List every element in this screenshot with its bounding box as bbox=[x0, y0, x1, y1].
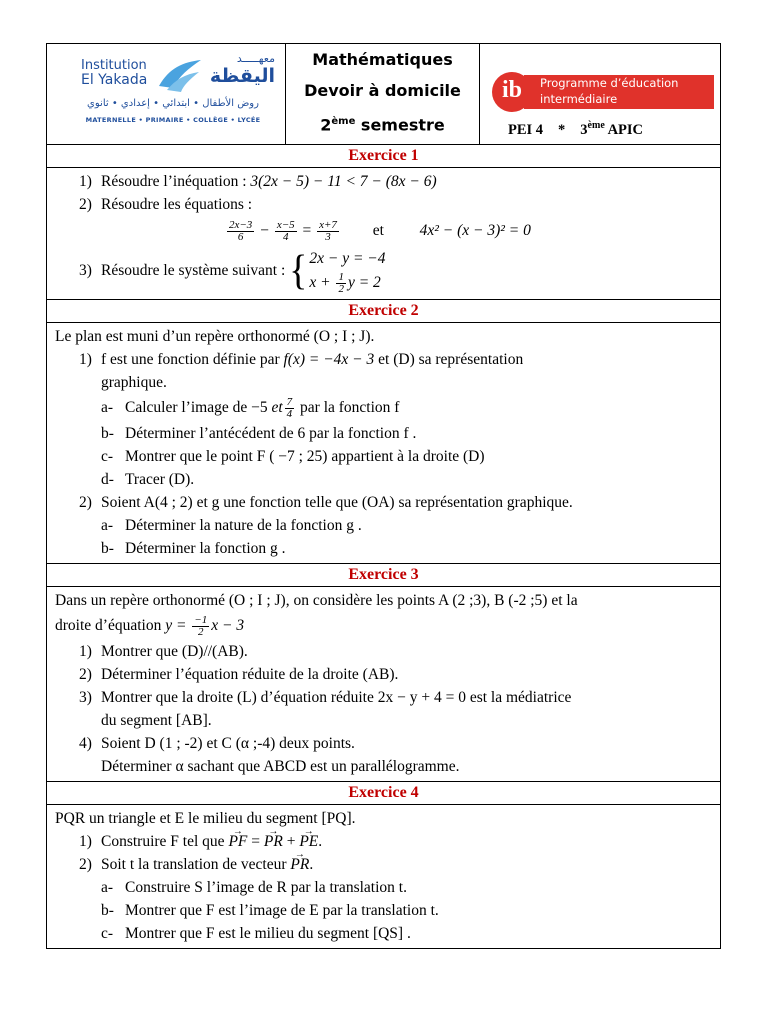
exercise-2-body bbox=[47, 323, 720, 564]
school-logo bbox=[47, 44, 286, 144]
homework-sheet bbox=[46, 43, 721, 949]
ex3-question-2: 2) Déterminer l’équation réduite de la droite (AB). bbox=[79, 666, 399, 683]
ex2-question-1d: d- Tracer (D). bbox=[101, 471, 195, 488]
ex3-question-3: 3) Montrer que la droite (L) d’équation réduite 2x − y + 4 = 0 est la médiatrice bbox=[79, 689, 572, 706]
ex2-question-2b: b- Déterminer la fonction g . bbox=[101, 540, 286, 557]
ib-program-line2: intermédiaire bbox=[540, 92, 618, 106]
ex2-question-1c: c- Montrer que le point F ( −7 ; 25) appartient à la droite (D) bbox=[101, 448, 485, 465]
title-type: Devoir à domicile bbox=[304, 81, 461, 100]
ex2-intro: Le plan est muni d’un repère orthonormé (O ; I ; J). bbox=[55, 328, 375, 345]
ex2-question-1: 1) f est une fonction définie par f(x) = −4x − 3 et (D) sa représentation bbox=[79, 351, 524, 368]
ex4-question-2: 2) Soit t la translation de vecteur → PR. bbox=[55, 853, 712, 876]
bird-logo-icon bbox=[155, 56, 205, 94]
title-subject: Mathématiques bbox=[312, 50, 453, 69]
ex4-question-2b: b- Montrer que F est l’image de E par la translation t. bbox=[101, 902, 439, 919]
ib-logo-icon: ib bbox=[492, 72, 532, 112]
exercise-2-title: Exercice 2 bbox=[47, 300, 720, 323]
school-name-line2: El Yakada bbox=[81, 72, 148, 88]
ex2-question-1a: a- Calculer l’image de −5 et $\frac{7}{4}$ par la fonction f bbox=[101, 395, 400, 420]
ex1-equations: $\frac{2x-3}{6}$ − $\frac{x-5}{4}$ = $\frac{x+7}{3}$ et 4x² − (x − 3)² = 0 bbox=[229, 218, 531, 243]
ex4-question-1: 1) Construire F tel que → PF = → PR + → PE. bbox=[55, 830, 712, 853]
exercise-3-body bbox=[47, 587, 720, 782]
header bbox=[47, 44, 720, 145]
ex3-question-3-cont: du segment [AB]. bbox=[101, 712, 212, 729]
school-levels-arabic: روض الأطفال • ابتدائي • إعدادي • ثانوي bbox=[87, 98, 259, 109]
ex1-question-3: 3) Résoudre le système suivant : { 2x − y = −4 x + $\frac{1}{2}$ y = 2 bbox=[79, 248, 386, 296]
ex2-question-1b: b- Déterminer l’antécédent de 6 par la fonction f . bbox=[101, 425, 417, 442]
school-arabic-line2: اليقظة bbox=[209, 65, 275, 87]
ex2-question-1-cont: graphique. bbox=[101, 374, 167, 391]
ex4-question-2a: a- Construire S l’image de R par la translation t. bbox=[101, 879, 407, 896]
ex2-question-2: 2) Soient A(4 ; 2) et g une fonction telle que (OA) sa représentation graphique. bbox=[79, 494, 573, 511]
ib-program-line1: Programme d’éducation bbox=[540, 76, 679, 90]
ex1-question-1: 1) Résoudre l’inéquation : 3(2x − 5) − 11 < 7 − (8x − 6) bbox=[79, 173, 437, 190]
school-name-latin bbox=[81, 58, 147, 88]
ex1-question-2: 2) Résoudre les équations : bbox=[79, 196, 253, 213]
ex4-question-2c: c- Montrer que F est le milieu du segment [QS] . bbox=[101, 925, 411, 942]
exercise-1-body bbox=[47, 168, 720, 300]
ib-block bbox=[480, 44, 720, 144]
document-title bbox=[286, 44, 480, 144]
ib-program-banner bbox=[524, 75, 714, 109]
ex3-intro-line2: droite d’équation y = $\frac{-1}{2}$ x − 3 bbox=[55, 613, 245, 638]
ex3-intro-line1: Dans un repère orthonormé (O ; I ; J), on considère les points A (2 ;3), B (-2 ;5) et la bbox=[55, 592, 578, 609]
school-name-arabic bbox=[210, 52, 275, 87]
ex3-question-1: 1) Montrer que (D)//(AB). bbox=[79, 643, 248, 660]
exercise-4-title: Exercice 4 bbox=[47, 782, 720, 805]
school-name-line1: Institution bbox=[81, 58, 147, 73]
school-levels-latin: MATERNELLE • PRIMAIRE • COLLÈGE • LYCÉE bbox=[85, 116, 261, 124]
exercise-4-body bbox=[47, 805, 720, 948]
school-arabic-line1: معهـــــد bbox=[236, 52, 275, 65]
title-semester: 2ème semestre bbox=[320, 115, 445, 135]
ex2-question-2a: a- Déterminer la nature de la fonction g . bbox=[101, 517, 362, 534]
ex4-intro: PQR un triangle et E le milieu du segment [PQ]. bbox=[55, 810, 356, 827]
exercise-1-title: Exercice 1 bbox=[47, 145, 720, 168]
exercise-3-title: Exercice 3 bbox=[47, 564, 720, 587]
class-level: PEI 4 * 3ème APIC bbox=[508, 120, 644, 138]
ex3-question-4-cont: Déterminer α sachant que ABCD est un parallélogramme. bbox=[101, 758, 460, 775]
ex3-question-4: 4) Soient D (1 ; -2) et C (α ;-4) deux points. bbox=[79, 735, 355, 752]
